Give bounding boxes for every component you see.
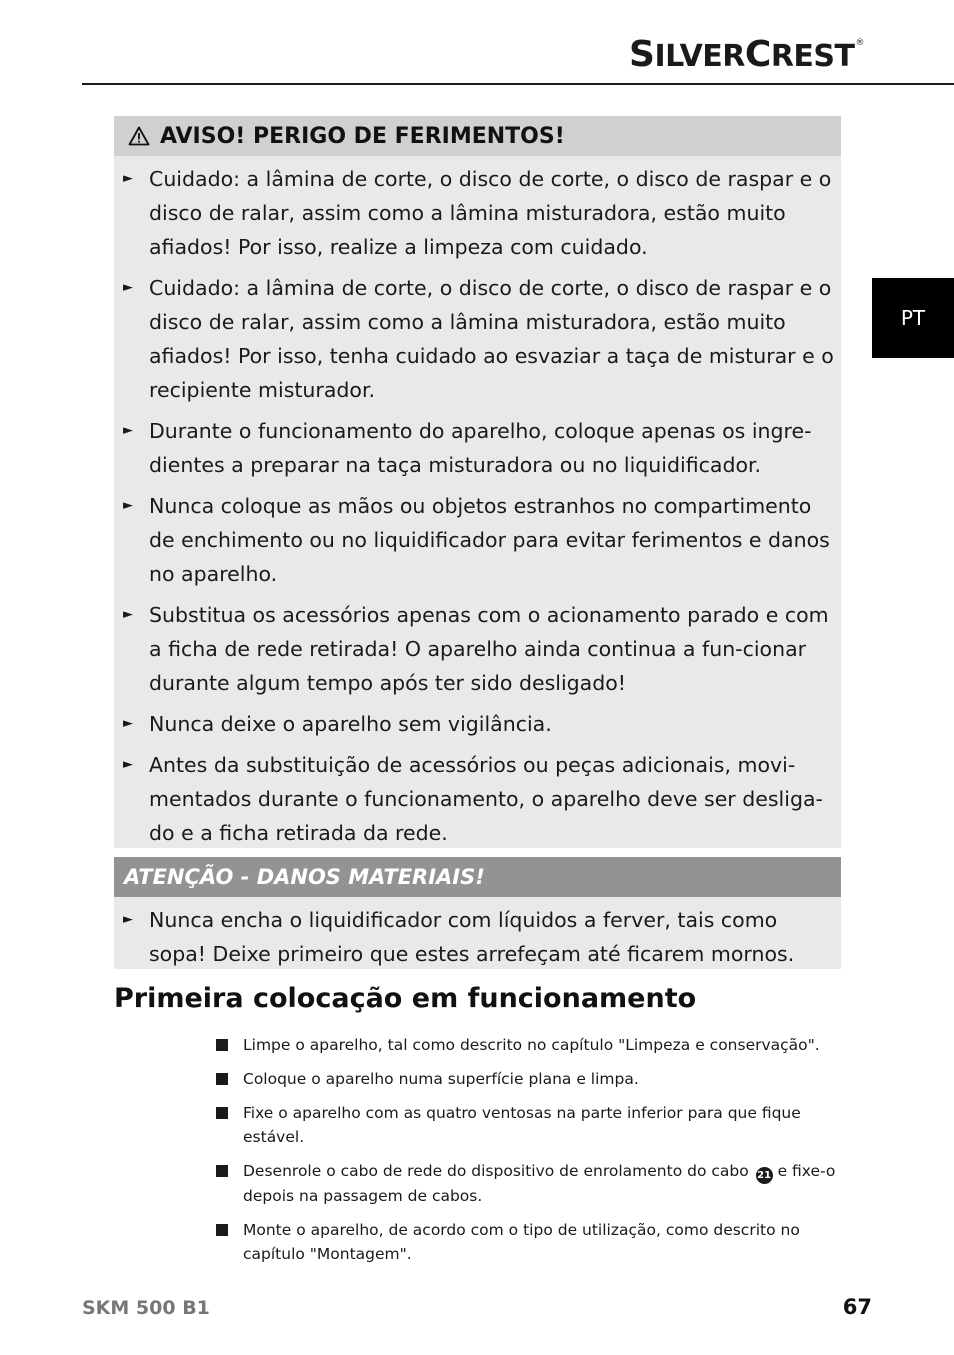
section-title: Primeira colocação em funcionamento [114,983,697,1014]
footer-model: SKM 500 B1 [82,1297,210,1319]
square-bullet-icon [216,1107,228,1119]
language-tab: PT [872,278,954,358]
list-item: ► Substitua os acessórios apenas com o acionamento parado e com a ficha de rede retirada! O aparelho ainda continua a fun-cionar durante algum tempo após ter sido desligado! [114,598,835,700]
square-bullet-icon [216,1073,228,1085]
list-item: ► Nunca deixe o aparelho sem vigilância. [114,707,835,741]
arrow-bullet-icon: ► [123,716,133,731]
attention-box [114,857,841,969]
list-item: Limpe o aparelho, tal como descrito no capítulo "Limpeza e conservação". [216,1033,836,1057]
arrow-bullet-icon: ► [123,280,133,295]
list-item: Coloque o aparelho numa superfície plana e limpa. [216,1067,836,1091]
list-item: ► Antes da substituição de acessórios ou peças adicionais, movi-mentados durante o funcionamento, o aparelho deve ser desliga-do e a ficha retirada da rede. [114,748,835,850]
square-bullet-icon [216,1165,228,1177]
square-bullet-icon [216,1039,228,1051]
warning-header [114,116,841,156]
attention-header [114,857,841,897]
list-item: Desenrole o cabo de rede do dispositivo de enrolamento do cabo 21 e fixe-o depois na passagem de cabos. [216,1159,836,1208]
list-item: ► Cuidado: a lâmina de corte, o disco de corte, o disco de raspar e o disco de ralar, assim como a lâmina misturadora, estão muito afiados! Por isso, tenha cuidado ao esvaziar a taça de misturar e o recipiente misturador. [114,271,835,407]
arrow-bullet-icon: ► [123,171,133,186]
header-divider [82,83,954,85]
list-item: ► Nunca encha o liquidificador com líquidos a ferver, tais como sopa! Deixe primeiro que estes arrefeçam até ficarem mornos. [114,903,835,971]
square-bullet-icon [216,1224,228,1236]
arrow-bullet-icon: ► [123,498,133,513]
list-item: ► Cuidado: a lâmina de corte, o disco de corte, o disco de raspar e o disco de ralar, assim como a lâmina misturadora, estão muito afiados! Por isso, realize a limpeza com cuidado. [114,162,835,264]
part-number-badge: 21 [756,1167,773,1184]
warning-title: AVISO! PERIGO DE FERIMENTOS! [160,123,565,149]
page-number: 67 [842,1295,872,1319]
attention-list [114,897,841,971]
brand-logo: SILVERCREST® [629,34,864,75]
arrow-bullet-icon: ► [123,423,133,438]
list-item: Fixe o aparelho com as quatro ventosas na parte inferior para que fique estável. [216,1101,836,1149]
warning-triangle-icon [128,126,150,146]
list-item: ► Nunca coloque as mãos ou objetos estranhos no compartimento de enchimento ou no liquidificador para evitar ferimentos e danos no aparelho. [114,489,835,591]
list-item: ► Durante o funcionamento do aparelho, coloque apenas os ingre-dientes a preparar na taça misturadora ou no liquidificador. [114,414,835,482]
setup-list [216,1033,836,1276]
arrow-bullet-icon: ► [123,607,133,622]
warning-list [114,156,841,850]
warning-box [114,116,841,848]
attention-title: ATENÇÃO - DANOS MATERIAIS! [124,865,485,889]
list-item: Monte o aparelho, de acordo com o tipo de utilização, como descrito no capítulo "Montagem". [216,1218,836,1266]
arrow-bullet-icon: ► [123,757,133,772]
arrow-bullet-icon: ► [123,912,133,927]
